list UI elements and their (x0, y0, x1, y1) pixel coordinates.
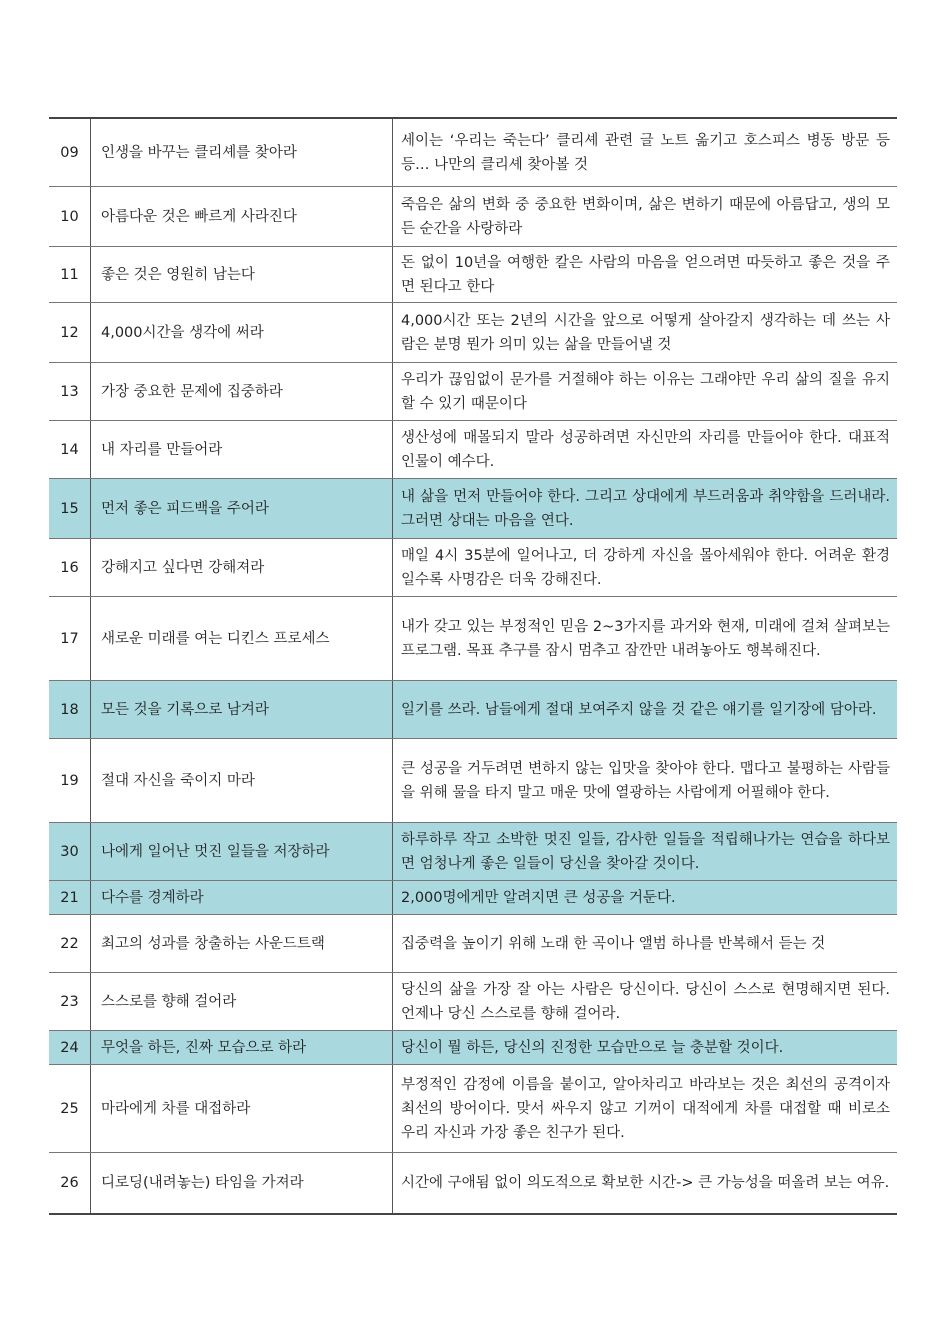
table-row (49, 1153, 897, 1213)
row-title: 스스로를 향해 걸어라 (91, 973, 393, 1030)
row-number: 18 (49, 681, 91, 738)
row-title: 마라에게 차를 대접하라 (91, 1065, 393, 1152)
row-description: 2,000명에게만 알려지면 큰 성공을 거둔다. (401, 889, 676, 906)
table-row (49, 739, 897, 823)
table-row (49, 1031, 897, 1065)
row-number: 23 (49, 973, 91, 1030)
row-number: 21 (49, 881, 91, 914)
row-description: 일기를 쓰라. 남들에게 절대 보여주지 않을 것 같은 얘기를 일기장에 담아라. (401, 701, 877, 718)
row-number: 16 (49, 539, 91, 596)
table-row (49, 915, 897, 973)
row-number: 09 (49, 119, 91, 186)
table-row (49, 479, 897, 539)
row-title: 4,000시간을 생각에 써라 (91, 303, 393, 362)
row-number: 14 (49, 421, 91, 478)
row-title: 무엇을 하든, 진짜 모습으로 하라 (91, 1031, 393, 1064)
row-description: 4,000시간 또는 2년의 시간을 앞으로 어떻게 살아갈지 생각하는 데 쓰는 사람은 분명 뭔가 의미 있는 삶을 만들어낼 것 (401, 312, 890, 353)
row-description: 당신의 삶을 가장 잘 아는 사람은 당신이다. 당신이 스스로 현명해지면 된다. 언제나 당신 스스로를 향해 걸어라. (401, 981, 890, 1022)
row-description: 매일 4시 35분에 일어나고, 더 강하게 자신을 몰아세워야 한다. 어려운 환경일수록 사명감은 더욱 강해진다. (401, 547, 890, 588)
row-number: 22 (49, 915, 91, 972)
table-row (49, 539, 897, 597)
table-row (49, 1065, 897, 1153)
row-number: 19 (49, 739, 91, 822)
row-description: 죽음은 삶의 변화 중 중요한 변화이며, 삶은 변하기 때문에 아름답고, 생의 모든 순간을 사랑하라 (401, 196, 890, 237)
table-row (49, 363, 897, 421)
table-row (49, 187, 897, 247)
row-number: 25 (49, 1065, 91, 1152)
row-title: 강해지고 싶다면 강해져라 (91, 539, 393, 596)
row-description: 하루하루 작고 소박한 멋진 일들, 감사한 일들을 적립해나가는 연습을 하다보면 엄청나게 좋은 일들이 당신을 찾아갈 것이다. (401, 831, 890, 872)
content-table (49, 117, 897, 1215)
row-title: 디로딩(내려놓는) 타임을 가져라 (91, 1153, 393, 1213)
table-row (49, 681, 897, 739)
row-description: 돈 없이 10년을 여행한 칼은 사람의 마음을 얻으려면 따듯하고 좋은 것을 주면 된다고 한다 (401, 254, 890, 295)
row-title: 최고의 성과를 창출하는 사운드트랙 (91, 915, 393, 972)
row-description: 시간에 구애됨 없이 의도적으로 확보한 시간-> 큰 가능성을 떠올려 보는 여유. (401, 1175, 890, 1191)
row-number: 12 (49, 303, 91, 362)
table-row (49, 597, 897, 681)
row-number: 13 (49, 363, 91, 420)
row-description: 내 삶을 먼저 만들어야 한다. 그리고 상대에게 부드러움과 취약함을 드러내라. 그러면 상대는 마음을 연다. (401, 488, 890, 529)
row-description: 당신이 뭘 하든, 당신의 진정한 모습만으로 늘 충분할 것이다. (401, 1039, 784, 1056)
table-row (49, 881, 897, 915)
row-title: 절대 자신을 죽이지 마라 (91, 739, 393, 822)
row-number: 17 (49, 597, 91, 680)
row-title: 내 자리를 만들어라 (91, 421, 393, 478)
row-description: 내가 갖고 있는 부정적인 믿음 2~3가지를 과거와 현재, 미래에 걸쳐 살펴보는 프로그램. 목표 추구를 잠시 멈추고 잠깐만 내려놓아도 행복해진다. (401, 618, 890, 659)
row-number: 26 (49, 1153, 91, 1213)
row-description: 우리가 끊임없이 문가를 거절해야 하는 이유는 그래야만 우리 삶의 질을 유지할 수 있기 때문이다 (401, 371, 890, 412)
row-title: 가장 중요한 문제에 집중하라 (91, 363, 393, 420)
row-description: 큰 성공을 거두려면 변하지 않는 입맛을 찾아야 한다. 맵다고 불평하는 사람들을 위해 물을 타지 말고 매운 맛에 열광하는 사람에게 어필해야 한다. (401, 760, 890, 801)
row-number: 30 (49, 823, 91, 880)
row-number: 24 (49, 1031, 91, 1064)
row-title: 좋은 것은 영원히 남는다 (91, 247, 393, 302)
row-title: 새로운 미래를 여는 디킨스 프로세스 (91, 597, 393, 680)
table-row (49, 823, 897, 881)
row-description: 세이는 ‘우리는 죽는다’ 클리셰 관련 글 노트 옮기고 호스피스 병동 방문 등등… 나만의 클리셰 찾아볼 것 (401, 132, 890, 173)
table-row (49, 303, 897, 363)
table-row (49, 247, 897, 303)
row-title: 나에게 일어난 멋진 일들을 저장하라 (91, 823, 393, 880)
row-description: 부정적인 감정에 이름을 붙이고, 알아차리고 바라보는 것은 최선의 공격이자 최선의 방어이다. 맞서 싸우지 않고 기꺼이 대적에게 차를 대접할 때 비로소 우리 자신과 가장 좋은 친구가 된다. (401, 1076, 890, 1141)
row-title: 모든 것을 기록으로 남겨라 (91, 681, 393, 738)
row-title: 다수를 경계하라 (91, 881, 393, 914)
row-description: 생산성에 매몰되지 말라 성공하려면 자신만의 자리를 만들어야 한다. 대표적 인물이 예수다. (401, 429, 890, 470)
table-row (49, 119, 897, 187)
row-number: 11 (49, 247, 91, 302)
row-title: 아름다운 것은 빠르게 사라진다 (91, 187, 393, 246)
row-title: 먼저 좋은 피드백을 주어라 (91, 479, 393, 538)
row-description: 집중력을 높이기 위해 노래 한 곡이나 앨범 하나를 반복해서 듣는 것 (401, 935, 826, 952)
row-title: 인생을 바꾸는 클리셰를 찾아라 (91, 119, 393, 186)
table-row (49, 421, 897, 479)
table-row (49, 973, 897, 1031)
row-number: 10 (49, 187, 91, 246)
row-number: 15 (49, 479, 91, 538)
